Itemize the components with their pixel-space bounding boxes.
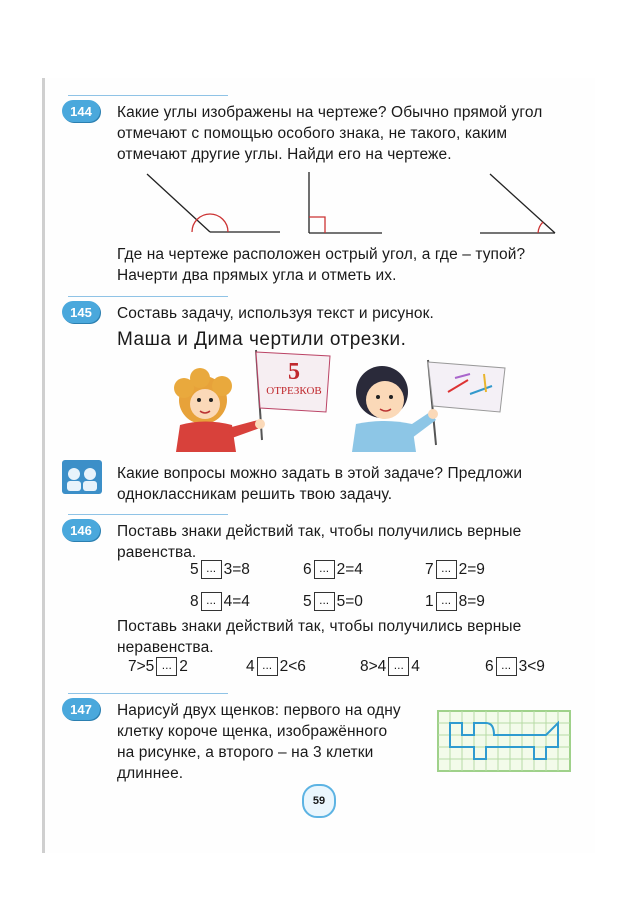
task-146-line-1: Поставь знаки действий так, чтобы получились верные	[117, 523, 522, 540]
flag-word: ОТРЕЗКОВ	[266, 385, 322, 397]
task-144-question-1: Где на чертеже расположен острый угол, а где – тупой?	[117, 246, 526, 263]
task-147-line-3: на рисунке, а второго – на 3 клетки	[117, 744, 374, 761]
task-number-badge: 146	[62, 519, 100, 541]
task-145-question-2: одноклассникам решить твою задачу.	[117, 486, 393, 503]
task-147-line-4: длиннее.	[117, 765, 184, 782]
task-144-question-2: Начерти два прямых угла и отметь их.	[117, 267, 397, 284]
task-147-line-2: клетку короче щенка, изображённого	[117, 723, 388, 740]
inequality: 4 ... 2<6	[246, 657, 306, 675]
flag-number: 5	[288, 359, 300, 385]
inequality: 8>4 ... 4	[360, 657, 420, 675]
discussion-icon	[62, 460, 102, 494]
equation: 5 ... 3=8	[190, 560, 250, 578]
answer-box[interactable]: ...	[257, 657, 278, 676]
task-rule	[68, 693, 228, 694]
task-number-badge: 144	[62, 100, 100, 122]
task-147-line-1: Нарисуй двух щенков: первого на одну	[117, 702, 401, 719]
answer-box[interactable]: ...	[201, 592, 222, 611]
answer-box[interactable]: ...	[314, 592, 335, 611]
answer-box[interactable]: ...	[201, 560, 222, 579]
page-number: 59	[302, 784, 336, 818]
task-145-question-1: Какие вопросы можно задать в этой задаче? Предложи	[117, 465, 523, 482]
task-144-line-2: отмечают с помощью особого знака, не такого, каким	[117, 125, 508, 142]
task-146-line-2: равенства.	[117, 544, 197, 561]
answer-box[interactable]: ...	[156, 657, 177, 676]
task-144-line-3: отмечают другие углы. Найди его на чертеже.	[117, 146, 452, 163]
equation: 1 ... 8=9	[425, 592, 485, 610]
task-rule	[68, 514, 228, 515]
inequality: 7>5 ... 2	[128, 657, 188, 675]
answer-box[interactable]: ...	[314, 560, 335, 579]
inequality: 6 ... 3<9	[485, 657, 545, 675]
answer-box[interactable]: ...	[496, 657, 517, 676]
equation: 6 ... 2=4	[303, 560, 363, 578]
task-number-badge: 145	[62, 301, 100, 323]
equation: 8 ... 4=4	[190, 592, 250, 610]
task-145-line-1: Составь задачу, используя текст и рисунок.	[117, 305, 434, 322]
equation: 5 ... 5=0	[303, 592, 363, 610]
answer-box[interactable]: ...	[436, 560, 457, 579]
puppy-grid-drawing	[438, 711, 570, 771]
answer-box[interactable]: ...	[388, 657, 409, 676]
task-146-line-3: Поставь знаки действий так, чтобы получились верные	[117, 618, 522, 635]
task-number-badge: 147	[62, 698, 100, 720]
answer-box[interactable]: ...	[436, 592, 457, 611]
task-146-line-4: неравенства.	[117, 639, 214, 656]
task-144-line-1: Какие углы изображены на чертеже? Обычно прямой угол	[117, 104, 543, 121]
task-145-story: Маша и Дима чертили отрезки.	[117, 329, 407, 350]
equation: 7 ... 2=9	[425, 560, 485, 578]
